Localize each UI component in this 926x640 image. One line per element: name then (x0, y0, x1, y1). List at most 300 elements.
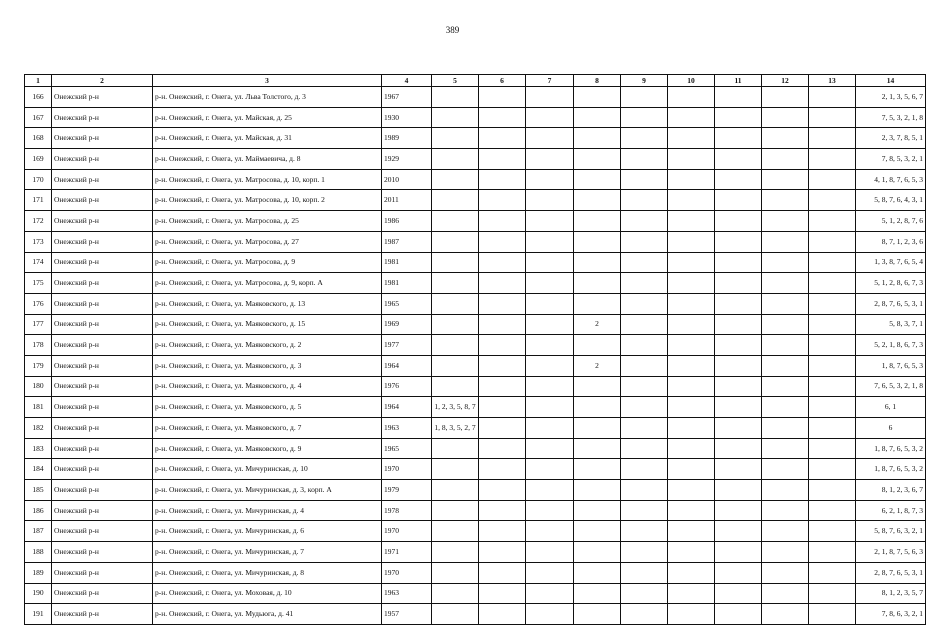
column-6-cell (479, 438, 526, 459)
column-13-cell (809, 438, 856, 459)
column-13-cell (809, 128, 856, 149)
column-9-cell (621, 190, 668, 211)
table-row (25, 376, 926, 397)
row-number-cell: 185 (25, 480, 52, 501)
column-10-cell (668, 480, 715, 501)
column-11-cell (715, 500, 762, 521)
column-7-cell (526, 335, 574, 356)
column-8-cell (574, 252, 621, 273)
column-7-cell (526, 542, 574, 563)
column-10-cell (668, 211, 715, 232)
table-row (25, 293, 926, 314)
housing-register-table (24, 74, 926, 625)
table-row (25, 542, 926, 563)
column-12-cell (762, 480, 809, 501)
column-12-cell (762, 231, 809, 252)
column-6-cell (479, 521, 526, 542)
table-row (25, 583, 926, 604)
column-13-cell (809, 500, 856, 521)
column-14-cell: 2, 8, 7, 6, 5, 3, 1 (856, 293, 926, 314)
district-cell: Онежский р-н (52, 231, 153, 252)
column-13-cell (809, 397, 856, 418)
column-13-cell (809, 149, 856, 170)
row-number-cell: 176 (25, 293, 52, 314)
column-8-cell (574, 480, 621, 501)
year-cell: 1979 (382, 480, 432, 501)
column-8-cell (574, 273, 621, 294)
column-10-cell (668, 500, 715, 521)
column-14-cell: 5, 1, 2, 8, 7, 6 (856, 211, 926, 232)
column-6-cell (479, 542, 526, 563)
column-11-cell (715, 459, 762, 480)
column-12-cell (762, 149, 809, 170)
year-cell: 1977 (382, 335, 432, 356)
column-7-cell (526, 459, 574, 480)
address-cell: р-н. Онежский, г. Онега, ул. Матросова, д. 9, корп. А (153, 273, 382, 294)
address-cell: р-н. Онежский, г. Онега, ул. Мудьюга, д. 41 (153, 604, 382, 625)
address-cell: р-н. Онежский, г. Онега, ул. Мичуринская, д. 8 (153, 562, 382, 583)
column-12-cell (762, 542, 809, 563)
column-5-cell (432, 314, 479, 335)
column-11-cell (715, 252, 762, 273)
column-9-cell (621, 500, 668, 521)
column-5-cell (432, 293, 479, 314)
year-cell: 1970 (382, 521, 432, 542)
table-row (25, 87, 926, 108)
table-row (25, 128, 926, 149)
column-6-cell (479, 273, 526, 294)
column-7-cell (526, 273, 574, 294)
column-8-cell (574, 438, 621, 459)
column-10-cell (668, 397, 715, 418)
column-12-cell (762, 583, 809, 604)
year-cell: 1967 (382, 87, 432, 108)
column-14-cell: 2, 3, 7, 8, 5, 1 (856, 128, 926, 149)
column-12-cell (762, 107, 809, 128)
address-cell: р-н. Онежский, г. Онега, ул. Мичуринская, д. 6 (153, 521, 382, 542)
address-cell: р-н. Онежский, г. Онега, ул. Маяковского, д. 13 (153, 293, 382, 314)
row-number-cell: 187 (25, 521, 52, 542)
column-9-cell (621, 418, 668, 439)
district-cell: Онежский р-н (52, 542, 153, 563)
year-cell: 2011 (382, 190, 432, 211)
column-7-cell (526, 604, 574, 625)
column-14-cell: 1, 8, 7, 6, 5, 3, 2 (856, 438, 926, 459)
column-7-cell (526, 438, 574, 459)
column-6-cell (479, 562, 526, 583)
column-12-cell (762, 500, 809, 521)
column-8-cell (574, 376, 621, 397)
column-6-cell (479, 355, 526, 376)
column-6-cell (479, 293, 526, 314)
district-cell: Онежский р-н (52, 459, 153, 480)
district-cell: Онежский р-н (52, 480, 153, 501)
column-6-cell (479, 397, 526, 418)
column-14-cell: 6, 2, 1, 8, 7, 3 (856, 500, 926, 521)
column-6-cell (479, 604, 526, 625)
column-14-cell: 8, 1, 2, 3, 5, 7 (856, 583, 926, 604)
year-cell: 1969 (382, 314, 432, 335)
year-cell: 1970 (382, 562, 432, 583)
column-7-cell (526, 397, 574, 418)
column-7-cell (526, 169, 574, 190)
row-number-cell: 178 (25, 335, 52, 356)
column-9-cell (621, 542, 668, 563)
column-header-7: 7 (526, 75, 574, 87)
address-cell: р-н. Онежский, г. Онега, ул. Маяковского, д. 3 (153, 355, 382, 376)
column-5-cell (432, 562, 479, 583)
column-5-cell (432, 376, 479, 397)
column-5-cell (432, 211, 479, 232)
column-13-cell (809, 480, 856, 501)
column-13-cell (809, 418, 856, 439)
column-header-6: 6 (479, 75, 526, 87)
column-9-cell (621, 397, 668, 418)
district-cell: Онежский р-н (52, 190, 153, 211)
district-cell: Онежский р-н (52, 252, 153, 273)
column-10-cell (668, 418, 715, 439)
column-13-cell (809, 107, 856, 128)
column-11-cell (715, 480, 762, 501)
column-12-cell (762, 418, 809, 439)
column-8-cell (574, 542, 621, 563)
column-12-cell (762, 335, 809, 356)
column-11-cell (715, 335, 762, 356)
table-row (25, 169, 926, 190)
column-14-cell: 2, 1, 8, 7, 5, 6, 3 (856, 542, 926, 563)
row-number-cell: 168 (25, 128, 52, 149)
column-7-cell (526, 583, 574, 604)
row-number-cell: 189 (25, 562, 52, 583)
column-9-cell (621, 169, 668, 190)
table-row (25, 252, 926, 273)
column-10-cell (668, 128, 715, 149)
column-13-cell (809, 521, 856, 542)
table-body (25, 87, 926, 625)
district-cell: Онежский р-н (52, 149, 153, 170)
column-8-cell (574, 149, 621, 170)
table-row (25, 500, 926, 521)
column-header-9: 9 (621, 75, 668, 87)
year-cell: 1957 (382, 604, 432, 625)
column-5-cell (432, 107, 479, 128)
column-7-cell (526, 314, 574, 335)
column-header-5: 5 (432, 75, 479, 87)
column-10-cell (668, 542, 715, 563)
year-cell: 1971 (382, 542, 432, 563)
row-number-cell: 177 (25, 314, 52, 335)
table-header-row (25, 75, 926, 87)
column-9-cell (621, 438, 668, 459)
column-8-cell (574, 521, 621, 542)
column-10-cell (668, 376, 715, 397)
column-8-cell (574, 87, 621, 108)
column-10-cell (668, 293, 715, 314)
column-6-cell (479, 87, 526, 108)
column-6-cell (479, 107, 526, 128)
column-10-cell (668, 521, 715, 542)
column-13-cell (809, 604, 856, 625)
year-cell: 1978 (382, 500, 432, 521)
column-11-cell (715, 355, 762, 376)
address-cell: р-н. Онежский, г. Онега, ул. Моховая, д. 10 (153, 583, 382, 604)
column-7-cell (526, 418, 574, 439)
column-header-4: 4 (382, 75, 432, 87)
address-cell: р-н. Онежский, г. Онега, ул. Майская, д. 31 (153, 128, 382, 149)
column-6-cell (479, 128, 526, 149)
table-row (25, 438, 926, 459)
row-number-cell: 169 (25, 149, 52, 170)
column-11-cell (715, 418, 762, 439)
column-5-cell: 1, 2, 3, 5, 8, 7 (432, 397, 479, 418)
column-9-cell (621, 273, 668, 294)
column-6-cell (479, 149, 526, 170)
district-cell: Онежский р-н (52, 293, 153, 314)
year-cell: 1987 (382, 231, 432, 252)
column-header-3: 3 (153, 75, 382, 87)
column-7-cell (526, 500, 574, 521)
row-number-cell: 180 (25, 376, 52, 397)
column-8-cell: 2 (574, 355, 621, 376)
column-9-cell (621, 107, 668, 128)
column-10-cell (668, 583, 715, 604)
column-6-cell (479, 169, 526, 190)
column-6-cell (479, 418, 526, 439)
column-13-cell (809, 190, 856, 211)
column-9-cell (621, 376, 668, 397)
year-cell: 1930 (382, 107, 432, 128)
column-5-cell: 1, 8, 3, 5, 2, 7 (432, 418, 479, 439)
column-12-cell (762, 273, 809, 294)
column-14-cell: 5, 8, 7, 6, 3, 2, 1 (856, 521, 926, 542)
column-11-cell (715, 231, 762, 252)
table-row (25, 355, 926, 376)
column-7-cell (526, 211, 574, 232)
column-12-cell (762, 604, 809, 625)
row-number-cell: 191 (25, 604, 52, 625)
district-cell: Онежский р-н (52, 335, 153, 356)
column-13-cell (809, 335, 856, 356)
column-9-cell (621, 521, 668, 542)
column-11-cell (715, 562, 762, 583)
column-5-cell (432, 149, 479, 170)
year-cell: 1976 (382, 376, 432, 397)
column-13-cell (809, 355, 856, 376)
column-7-cell (526, 562, 574, 583)
column-12-cell (762, 459, 809, 480)
column-5-cell (432, 87, 479, 108)
column-10-cell (668, 231, 715, 252)
row-number-cell: 184 (25, 459, 52, 480)
column-14-cell: 5, 1, 2, 8, 6, 7, 3 (856, 273, 926, 294)
column-header-8: 8 (574, 75, 621, 87)
table-row (25, 211, 926, 232)
column-11-cell (715, 438, 762, 459)
column-5-cell (432, 231, 479, 252)
address-cell: р-н. Онежский, г. Онега, ул. Матросова, д. 10, корп. 1 (153, 169, 382, 190)
column-11-cell (715, 169, 762, 190)
row-number-cell: 182 (25, 418, 52, 439)
column-header-10: 10 (668, 75, 715, 87)
address-cell: р-н. Онежский, г. Онега, ул. Маяковского, д. 7 (153, 418, 382, 439)
column-12-cell (762, 252, 809, 273)
row-number-cell: 188 (25, 542, 52, 563)
column-7-cell (526, 355, 574, 376)
column-5-cell (432, 521, 479, 542)
year-cell: 1989 (382, 128, 432, 149)
address-cell: р-н. Онежский, г. Онега, ул. Матросова, д. 25 (153, 211, 382, 232)
column-14-cell: 7, 6, 5, 3, 2, 1, 8 (856, 376, 926, 397)
column-13-cell (809, 87, 856, 108)
column-7-cell (526, 252, 574, 273)
column-5-cell (432, 128, 479, 149)
table-row (25, 273, 926, 294)
column-8-cell (574, 128, 621, 149)
column-5-cell (432, 438, 479, 459)
column-header-11: 11 (715, 75, 762, 87)
column-5-cell (432, 169, 479, 190)
column-5-cell (432, 335, 479, 356)
column-8-cell (574, 459, 621, 480)
column-6-cell (479, 211, 526, 232)
column-5-cell (432, 542, 479, 563)
column-14-cell: 5, 8, 7, 6, 4, 3, 1 (856, 190, 926, 211)
column-14-cell: 5, 8, 3, 7, 1 (856, 314, 926, 335)
district-cell: Онежский р-н (52, 87, 153, 108)
row-number-cell: 174 (25, 252, 52, 273)
column-8-cell (574, 418, 621, 439)
row-number-cell: 179 (25, 355, 52, 376)
column-10-cell (668, 459, 715, 480)
column-12-cell (762, 562, 809, 583)
column-10-cell (668, 335, 715, 356)
column-6-cell (479, 231, 526, 252)
district-cell: Онежский р-н (52, 355, 153, 376)
column-6-cell (479, 252, 526, 273)
row-number-cell: 183 (25, 438, 52, 459)
address-cell: р-н. Онежский, г. Онега, ул. Матросова, д. 9 (153, 252, 382, 273)
column-12-cell (762, 293, 809, 314)
column-7-cell (526, 107, 574, 128)
column-13-cell (809, 273, 856, 294)
column-6-cell (479, 583, 526, 604)
district-cell: Онежский р-н (52, 562, 153, 583)
column-11-cell (715, 273, 762, 294)
year-cell: 1963 (382, 583, 432, 604)
column-12-cell (762, 355, 809, 376)
year-cell: 1965 (382, 438, 432, 459)
column-10-cell (668, 355, 715, 376)
page-number: 389 (445, 25, 460, 35)
column-14-cell: 2, 1, 3, 5, 6, 7 (856, 87, 926, 108)
district-cell: Онежский р-н (52, 500, 153, 521)
table-row (25, 521, 926, 542)
column-11-cell (715, 521, 762, 542)
column-10-cell (668, 562, 715, 583)
district-cell: Онежский р-н (52, 418, 153, 439)
address-cell: р-н. Онежский, г. Онега, ул. Мичуринская, д. 4 (153, 500, 382, 521)
column-14-cell: 8, 1, 2, 3, 6, 7 (856, 480, 926, 501)
column-14-cell: 8, 7, 1, 2, 3, 6 (856, 231, 926, 252)
column-8-cell (574, 604, 621, 625)
column-11-cell (715, 314, 762, 335)
column-6-cell (479, 190, 526, 211)
row-number-cell: 175 (25, 273, 52, 294)
column-13-cell (809, 459, 856, 480)
year-cell: 1986 (382, 211, 432, 232)
address-cell: р-н. Онежский, г. Онега, ул. Маймаевича, д. 8 (153, 149, 382, 170)
column-13-cell (809, 314, 856, 335)
address-cell: р-н. Онежский, г. Онега, ул. Мичуринская, д. 3, корп. А (153, 480, 382, 501)
column-6-cell (479, 335, 526, 356)
address-cell: р-н. Онежский, г. Онега, ул. Маяковского, д. 4 (153, 376, 382, 397)
column-11-cell (715, 604, 762, 625)
address-cell: р-н. Онежский, г. Онега, ул. Льва Толстого, д. 3 (153, 87, 382, 108)
column-14-cell: 5, 2, 1, 8, 6, 7, 3 (856, 335, 926, 356)
column-14-cell: 7, 8, 6, 3, 2, 1 (856, 604, 926, 625)
column-7-cell (526, 376, 574, 397)
column-header-14: 14 (856, 75, 926, 87)
column-9-cell (621, 480, 668, 501)
column-9-cell (621, 149, 668, 170)
district-cell: Онежский р-н (52, 314, 153, 335)
address-cell: р-н. Онежский, г. Онега, ул. Мичуринская, д. 10 (153, 459, 382, 480)
column-13-cell (809, 231, 856, 252)
address-cell: р-н. Онежский, г. Онега, ул. Маяковского, д. 9 (153, 438, 382, 459)
table-row (25, 562, 926, 583)
table-row (25, 604, 926, 625)
column-11-cell (715, 107, 762, 128)
district-cell: Онежский р-н (52, 397, 153, 418)
column-6-cell (479, 376, 526, 397)
district-cell: Онежский р-н (52, 438, 153, 459)
column-14-cell: 4, 1, 8, 7, 6, 5, 3 (856, 169, 926, 190)
column-8-cell: 2 (574, 314, 621, 335)
column-7-cell (526, 480, 574, 501)
column-9-cell (621, 87, 668, 108)
year-cell: 1981 (382, 273, 432, 294)
table-row (25, 397, 926, 418)
column-12-cell (762, 169, 809, 190)
column-11-cell (715, 293, 762, 314)
column-13-cell (809, 293, 856, 314)
column-14-cell: 7, 5, 3, 2, 1, 8 (856, 107, 926, 128)
column-10-cell (668, 273, 715, 294)
column-12-cell (762, 376, 809, 397)
column-10-cell (668, 149, 715, 170)
column-6-cell (479, 314, 526, 335)
district-cell: Онежский р-н (52, 604, 153, 625)
column-14-cell: 7, 8, 5, 3, 2, 1 (856, 149, 926, 170)
column-5-cell (432, 583, 479, 604)
table-row (25, 107, 926, 128)
table-row (25, 149, 926, 170)
column-13-cell (809, 211, 856, 232)
column-5-cell (432, 190, 479, 211)
column-12-cell (762, 211, 809, 232)
column-11-cell (715, 190, 762, 211)
column-13-cell (809, 252, 856, 273)
column-header-1: 1 (25, 75, 52, 87)
column-header-2: 2 (52, 75, 153, 87)
table-row (25, 480, 926, 501)
district-cell: Онежский р-н (52, 107, 153, 128)
year-cell: 2010 (382, 169, 432, 190)
column-11-cell (715, 149, 762, 170)
column-11-cell (715, 397, 762, 418)
column-9-cell (621, 562, 668, 583)
column-6-cell (479, 480, 526, 501)
